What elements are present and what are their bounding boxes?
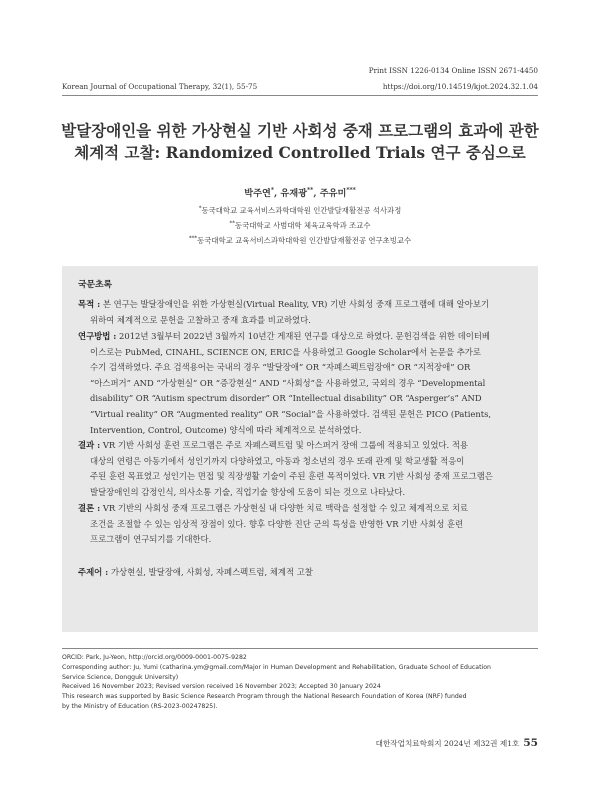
journal-citation: Korean Journal of Occupational Therapy, 32(1), 55-75 bbox=[62, 82, 258, 91]
header-rule bbox=[62, 95, 538, 96]
author-1: 박주연 bbox=[244, 188, 271, 199]
footnotes: ORCID: Park, Ju-Yeon, http://orcid.org/0009-0001-0075-9282 Corresponding author: Ju, Yumi (catharina.ym@gmail.com/Major in Human Development and Rehabilitation, Graduate School of Education Service Science, Dongguk University) Received 16 November 2023; Revised version received 16 November 2023; Accepted 30 January 2024 This research was supported by Basic Science Research Program through the National Research Foundation of Korea (NRF) funded by the Ministry of Education (RS-2023-00247825). bbox=[62, 653, 532, 712]
abstract-methods: 연구방법 : 2012년 3월부터 2022년 3월까지 10년간 게재된 연구를 대상으로 하였다. 문헌검색을 위한 데이터베 이스로는 PubMed, CINAHL, SCIENCE ON, ERIC을 사용하였고 Google Scholar에서 논문을 추가로 수기 검색하였다. 주요 검색용어는 국내의 경우 “발달장애” OR “자폐스펙트럼장애” OR “지적장애” OR “아스퍼거” AND “가상현실” OR “증강현실” AND “사회성”을 사용하였고, 국외의 경우 “Developmental disability” OR “Autism spectrum disorder” OR “Intellectual disability” OR “Asperger’s” AND “Virtual reality” OR “Augmented reality” OR “Social”을 사용하였다. 검색된 문헌은 PICO (Patients, Intervention, Control, Outcome) 양식에 따라 체계적으로 분석하였다. bbox=[78, 331, 492, 435]
affiliation-3: ***동국대학교 교육서비스과학대학원 인간발달재활전공 연구초빙교수 bbox=[188, 235, 412, 245]
page-title-line1: 발달장애인을 위한 가상현실 기반 사회성 중재 프로그램의 효과에 관한 bbox=[61, 121, 539, 140]
corresponding-author: Corresponding author: Ju, Yumi (catharina.ym@gmail.com/Major in Human Development and Rehabilitation, Graduate School of Education bbox=[62, 663, 491, 671]
funding-note: This research was supported by Basic Science Research Program through the National Research Foundation of Korea (NRF) funded bbox=[62, 693, 467, 701]
abstract-keywords: 주제어 : 가상현실, 발달장애, 사회성, 자폐스펙트럼, 체계적 고찰 bbox=[78, 567, 313, 577]
abstract-results: 결과 : VR 기반 사회성 훈련 프로그램은 주로 자폐스펙트럼 및 아스퍼거 장애 그룹에 적용되고 있었다. 적용 대상의 연령은 아동기에서 성인기까지 다양하였고, 아동과 청소년의 경우 또래 관계 및 학교생활 적응이 주된 훈련 목표였고 성인기는 면접 및 직장생활 기술이 주된 훈련 목적이었다. VR 기반 사회성 중재 프로그램은 발달장애인의 감정인식, 의사소통 기술, 직업기술 향상에 도움이 되는 것으로 나타났다. bbox=[78, 440, 493, 497]
abstract-purpose: 목적 : 본 연구는 발달장애인을 위한 가상현실(Virtual Reality, VR) 기반 사회성 중재 프로그램에 대해 알아보기 위하여 체계적으로 문헌을 고찰하고 중재 효과를 비교하였다. bbox=[78, 299, 490, 325]
abstract-conclusion: 결론 : VR 기반의 사회성 중재 프로그램은 가상현실 내 다양한 치료 맥락을 설정할 수 있고 체계적으로 치료 조건을 조절할 수 있는 임상적 장점이 있다. 향후 다양한 진단 군의 특성을 반영한 VR 기반 사회성 훈련 프로그램이 연구되기를 기대한다. bbox=[78, 503, 469, 545]
footnote-rule bbox=[62, 648, 538, 649]
page-footer bbox=[376, 737, 538, 749]
journal-issue: 대한작업치료학회지 2024년 제32권 제1호 bbox=[375, 739, 520, 748]
author-list: 박주연*, 유재광**, 주유미*** bbox=[244, 186, 356, 199]
received-dates: Received 16 November 2023; Revised version received 16 November 2023; Accepted 30 January 2024 bbox=[62, 683, 381, 691]
page-number: 55 bbox=[523, 737, 538, 749]
abstract-heading: 국문초록 bbox=[78, 280, 112, 290]
orcid-line: ORCID: Park, Ju-Yeon, http://orcid.org/0009-0001-0075-9282 bbox=[62, 654, 247, 661]
author-2: 유재광 bbox=[280, 188, 308, 199]
affiliation-2: **동국대학교 사범대학 체육교육학과 조교수 bbox=[229, 220, 371, 230]
page-title-line2: 체계적 고찰: Randomized Controlled Trials 연구 중심으로 bbox=[74, 143, 526, 162]
issn-line: Print ISSN 1226-0134 Online ISSN 2671-4450 bbox=[368, 66, 538, 75]
affiliation-1: *동국대학교 교육서비스과학대학원 인간발달재활전공 석사과정 bbox=[198, 205, 402, 215]
doi-link[interactable]: https://doi.org/10.14519/kjot.2024.32.1.04 bbox=[382, 82, 538, 91]
author-3: 주유미 bbox=[319, 188, 347, 199]
